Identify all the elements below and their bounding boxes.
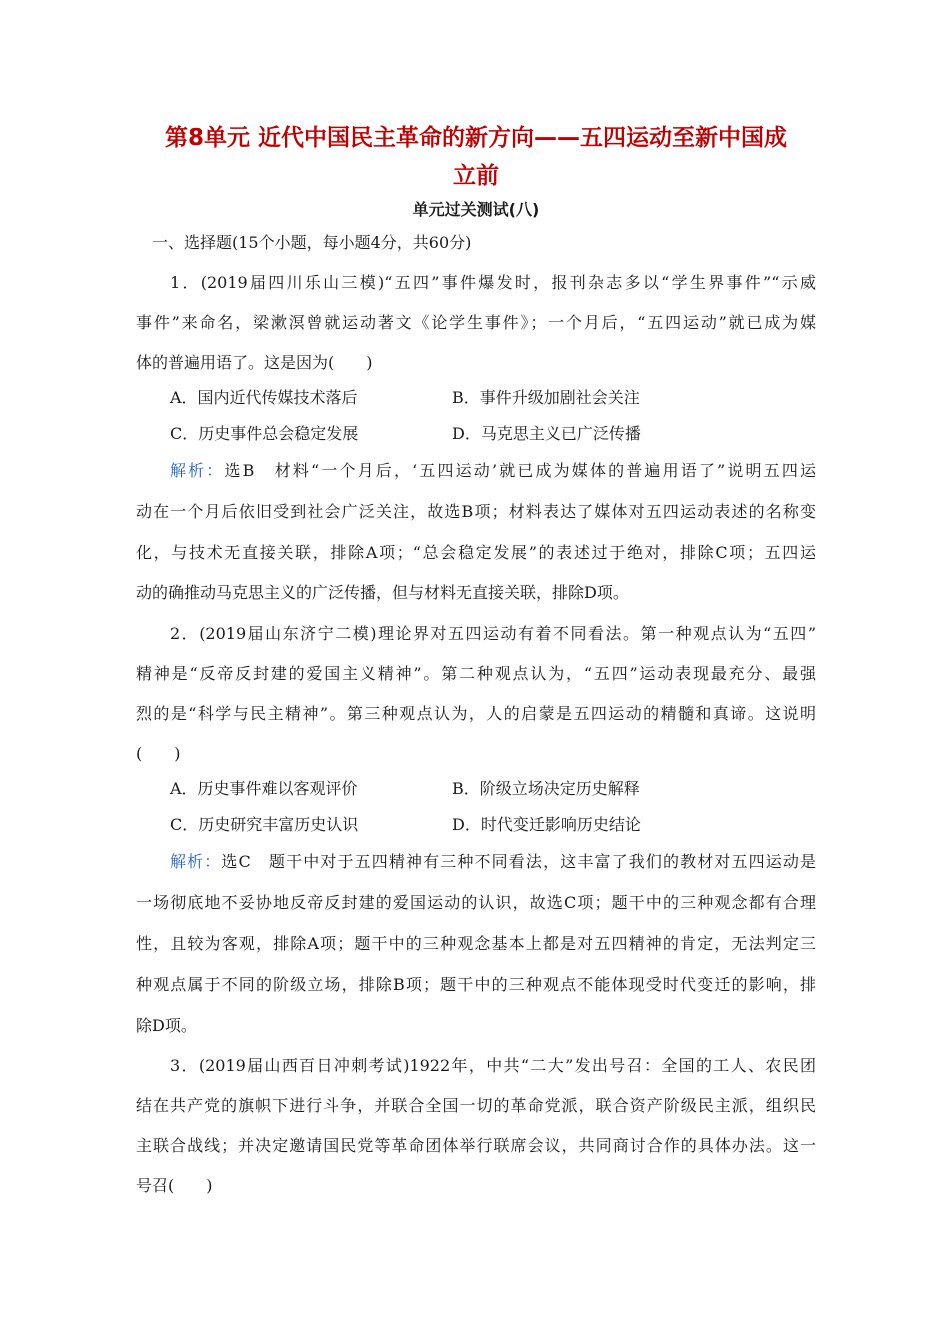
q3-line-1: 3．(2019届山西百日冲刺考试)1922年，中共“二大”发出号召：全国的工人、农民团 — [170, 1056, 816, 1075]
q3-line-3: 主联合战线；并决定邀请国民党等革命团体举行联席会议，共同商讨合作的具体办法。这一 — [136, 1136, 816, 1155]
q1-option-c: C．历史事件总会稳定发展 — [170, 424, 359, 443]
q2-line-2: 精神是“反帝反封建的爱国主义精神”。第二种观点认为，“五四”运动表现最充分、最强 — [136, 664, 816, 683]
q2-analysis-line-5: 除D项。 — [136, 1016, 197, 1035]
q3-line-2: 结在共产党的旗帜下进行斗争，并联合全国一切的革命党派，联合资产阶级民主派，组织民 — [136, 1096, 816, 1115]
q2-line-3: 烈的是“科学与民主精神”。第三种观点认为，人的启蒙是五四运动的精髓和真谛。这说明 — [136, 704, 816, 723]
analysis-label: 解析： — [170, 852, 222, 871]
q2-option-a: A．历史事件难以客观评价 — [170, 779, 358, 798]
q2-analysis-line-4: 种观点属于不同的阶级立场，排除B项；题干中的三种观点不能体现受时代变迁的影响，排 — [136, 975, 816, 994]
q2-analysis-line-3: 性，且较为客观，排除A项；题干中的三种观念基本上都是对五四精神的肯定，无法判定三 — [136, 934, 816, 953]
q2-line-1: 2．(2019届山东济宁二模)理论界对五四运动有着不同看法。第一种观点认为“五四” — [170, 624, 816, 643]
q1-option-a: A．国内近代传媒技术落后 — [170, 388, 358, 407]
q2-line-4: ( ) — [136, 744, 181, 763]
q1-option-d: D．马克思主义已广泛传播 — [452, 424, 641, 443]
q2-option-c: C．历史研究丰富历史认识 — [170, 815, 359, 834]
q1-line-1: 1．(2019届四川乐山三模)“五四”事件爆发时，报刊杂志多以“学生界事件”“示威 — [170, 273, 816, 292]
analysis-label: 解析： — [170, 461, 225, 480]
q2-analysis-text-1: 选C 题干中对于五四精神有三种不同看法，这丰富了我们的教材对五四运动是 — [221, 852, 816, 871]
unit-title-line-2: 立前 — [453, 163, 499, 189]
q2-option-b: B．阶级立场决定历史解释 — [452, 779, 640, 798]
q1-analysis-text-1: 选B 材料“一个月后，‘五四运动’就已成为媒体的普遍用语了”说明五四运 — [224, 461, 816, 480]
q1-line-2: 事件”来命名，梁漱溟曾就运动著文《论学生事件》；一个月后，“五四运动”就已成为媒 — [136, 313, 816, 332]
q2-analysis-line-1 — [170, 849, 816, 875]
q1-analysis-line-3: 化，与技术无直接关联，排除A项；“总会稳定发展”的表述过于绝对，排除C项；五四运 — [136, 543, 816, 562]
q1-analysis-line-2: 动在一个月后依旧受到社会广泛关注，故选B项；材料表达了媒体对五四运动表述的名称变 — [136, 502, 816, 521]
test-subtitle: 单元过关测试(八) — [412, 200, 540, 219]
q3-line-4: 号召( ) — [136, 1176, 213, 1195]
q1-analysis-line-1 — [170, 458, 816, 484]
unit-title-line-1: 第8单元 近代中国民主革命的新方向——五四运动至新中国成 — [164, 125, 787, 151]
q1-line-3: 体的普遍用语了。这是因为( ) — [136, 353, 373, 372]
q2-option-d: D．时代变迁影响历史结论 — [452, 815, 641, 834]
q1-option-b: B．事件升级加剧社会关注 — [452, 388, 640, 407]
q1-analysis-line-4: 动的确推动马克思主义的广泛传播，但与材料无直接关联，排除D项。 — [136, 583, 629, 602]
q2-analysis-line-2: 一场彻底地不妥协地反帝反封建的爱国运动的认识，故选C项；题干中的三种观念都有合理 — [136, 893, 816, 912]
section-heading: 一、选择题(15个小题，每小题4分，共60分) — [152, 233, 472, 252]
